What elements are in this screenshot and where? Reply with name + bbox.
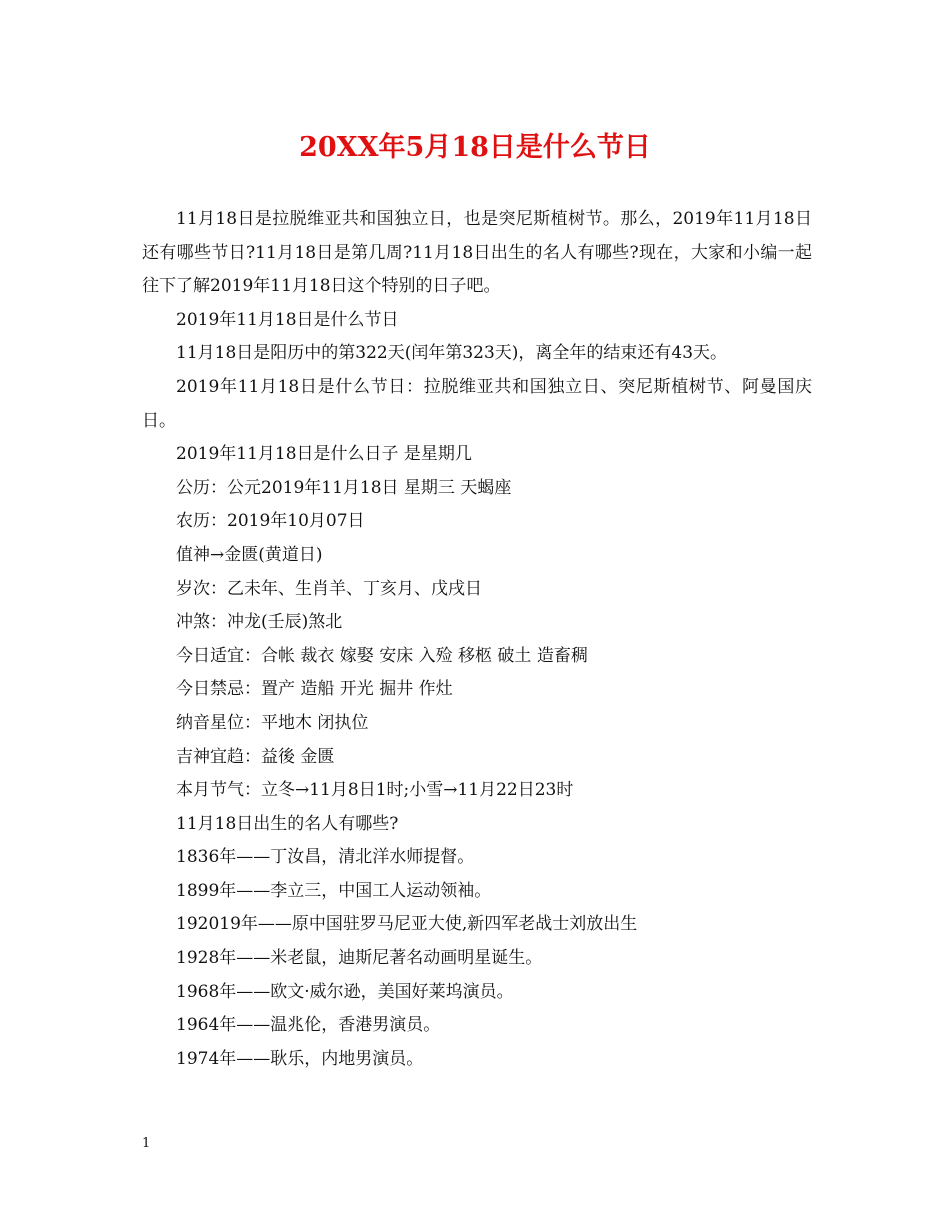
paragraph-suici: 岁次：乙未年、生肖羊、丁亥月、戊戌日 xyxy=(176,578,482,599)
document-body xyxy=(142,203,812,1076)
paragraph-suitable: 今日适宜：合帐 裁衣 嫁娶 安床 入殓 移柩 破土 造畜稠 xyxy=(176,645,588,666)
list-item-1974: 1974年——耿乐，内地男演员。 xyxy=(176,1048,424,1069)
list-item-1928: 1928年——米老鼠，迪斯尼著名动画明星诞生。 xyxy=(176,948,543,969)
paragraph-heading-famous: 11月18日出生的名人有哪些? xyxy=(176,813,399,834)
paragraph-jishen: 吉神宜趋：益後 金匮 xyxy=(176,746,335,767)
page-number: 1 xyxy=(142,1136,151,1151)
paragraph-intro: 11月18日是拉脱维亚共和国独立日，也是突尼斯植树节。那么，2019年11月18日还有哪些节日?11月18日是第几周?11月18日出生的名人有哪些?现在，大家和小编一起往下了解2019年11月18日这个特别的日子吧。 xyxy=(142,209,812,297)
paragraph-solar-terms: 本月节气：立冬→11月8日1时;小雪→11月22日23时 xyxy=(176,780,574,801)
paragraph-taboo: 今日禁忌：置产 造船 开光 掘井 作灶 xyxy=(176,679,453,700)
list-item-1964: 1964年——温兆伦，香港男演员。 xyxy=(176,1015,441,1036)
paragraph-zhishen: 值神→金匮(黄道日) xyxy=(176,544,323,565)
paragraph-gregorian: 公历：公元2019年11月18日 星期三 天蝎座 xyxy=(176,477,512,498)
list-item-1968: 1968年——欧文·威尔逊，美国好莱坞演员。 xyxy=(176,981,514,1002)
paragraph-chongsha: 冲煞：冲龙(壬辰)煞北 xyxy=(176,612,343,633)
list-item-1836: 1836年——丁汝昌，清北洋水师提督。 xyxy=(176,847,475,868)
list-item-1899: 1899年——李立三，中国工人运动领袖。 xyxy=(176,880,492,901)
paragraph-lunar: 农历：2019年10月07日 xyxy=(176,511,365,532)
list-item-192019: 192019年——原中国驻罗马尼亚大使,新四军老战士刘放出生 xyxy=(176,914,638,935)
page-title: 20XX年5月18日是什么节日 xyxy=(299,132,651,163)
paragraph-nayin: 纳音星位：平地木 闭执位 xyxy=(176,712,369,733)
paragraph-day-of-year: 11月18日是阳历中的第322天(闰年第323天)，离全年的结束还有43天。 xyxy=(176,343,728,364)
paragraph-heading-weekday: 2019年11月18日是什么日子 是星期几 xyxy=(176,444,472,465)
paragraph-heading-festival: 2019年11月18日是什么节日 xyxy=(176,309,399,330)
paragraph-festival-list: 2019年11月18日是什么节日：拉脱维亚共和国独立日、突尼斯植树节、阿曼国庆日。 xyxy=(142,376,812,431)
